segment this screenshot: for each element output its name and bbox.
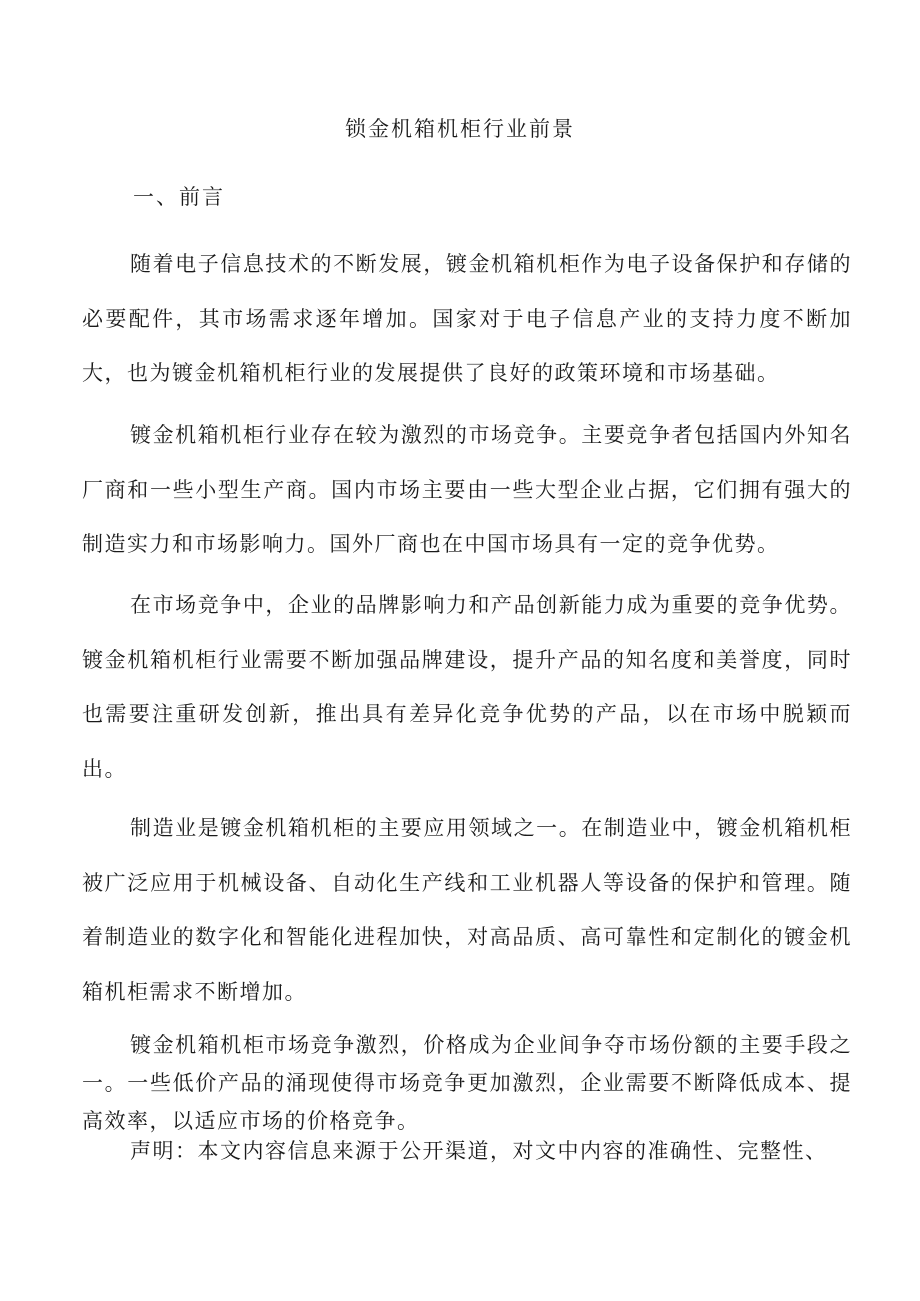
- disclaimer-paragraph: 声明：本文内容信息来源于公开渠道，对文中内容的准确性、完整性、: [130, 1139, 828, 1163]
- paragraph-3: 在市场竞争中，企业的品牌影响力和产品创新能力成为重要的竞争优势。镀金机箱机柜行业需要不断加强品牌建设，提升产品的知名度和美誉度，同时也需要注重研发创新，推出具有差异化竞争优势的产品，以在市场中脱颖而出。: [82, 593, 852, 781]
- paragraph-1: 随着电子信息技术的不断发展，镀金机箱机柜作为电子设备保护和存储的必要配件，其市场需求逐年增加。国家对于电子信息产业的支持力度不断加大，也为镀金机箱机柜行业的发展提供了良好的政策环境和市场基础。: [82, 252, 852, 385]
- paragraph-5: 镀金机箱机柜市场竞争激烈，价格成为企业间争夺市场份额的主要手段之一。一些低价产品的涌现使得市场竞争更加激烈，企业需要不断降低成本、提高效率，以适应市场的价格竞争。: [82, 1033, 852, 1133]
- paragraph-4: 制造业是镀金机箱机柜的主要应用领域之一。在制造业中，镀金机箱机柜被广泛应用于机械设备、自动化生产线和工业机器人等设备的保护和管理。随着制造业的数字化和智能化进程加快，对高品质、高可靠性和定制化的镀金机箱机柜需求不断增加。: [82, 816, 852, 1004]
- document-title: 锁金机箱机柜行业前景: [345, 117, 575, 141]
- paragraph-2: 镀金机箱机柜行业存在较为激烈的市场竞争。主要竞争者包括国内外知名厂商和一些小型生产商。国内市场主要由一些大型企业占据，它们拥有强大的制造实力和市场影响力。国外厂商也在中国市场具有一定的竞争优势。: [82, 423, 852, 556]
- section-heading: 一、前言: [133, 185, 225, 209]
